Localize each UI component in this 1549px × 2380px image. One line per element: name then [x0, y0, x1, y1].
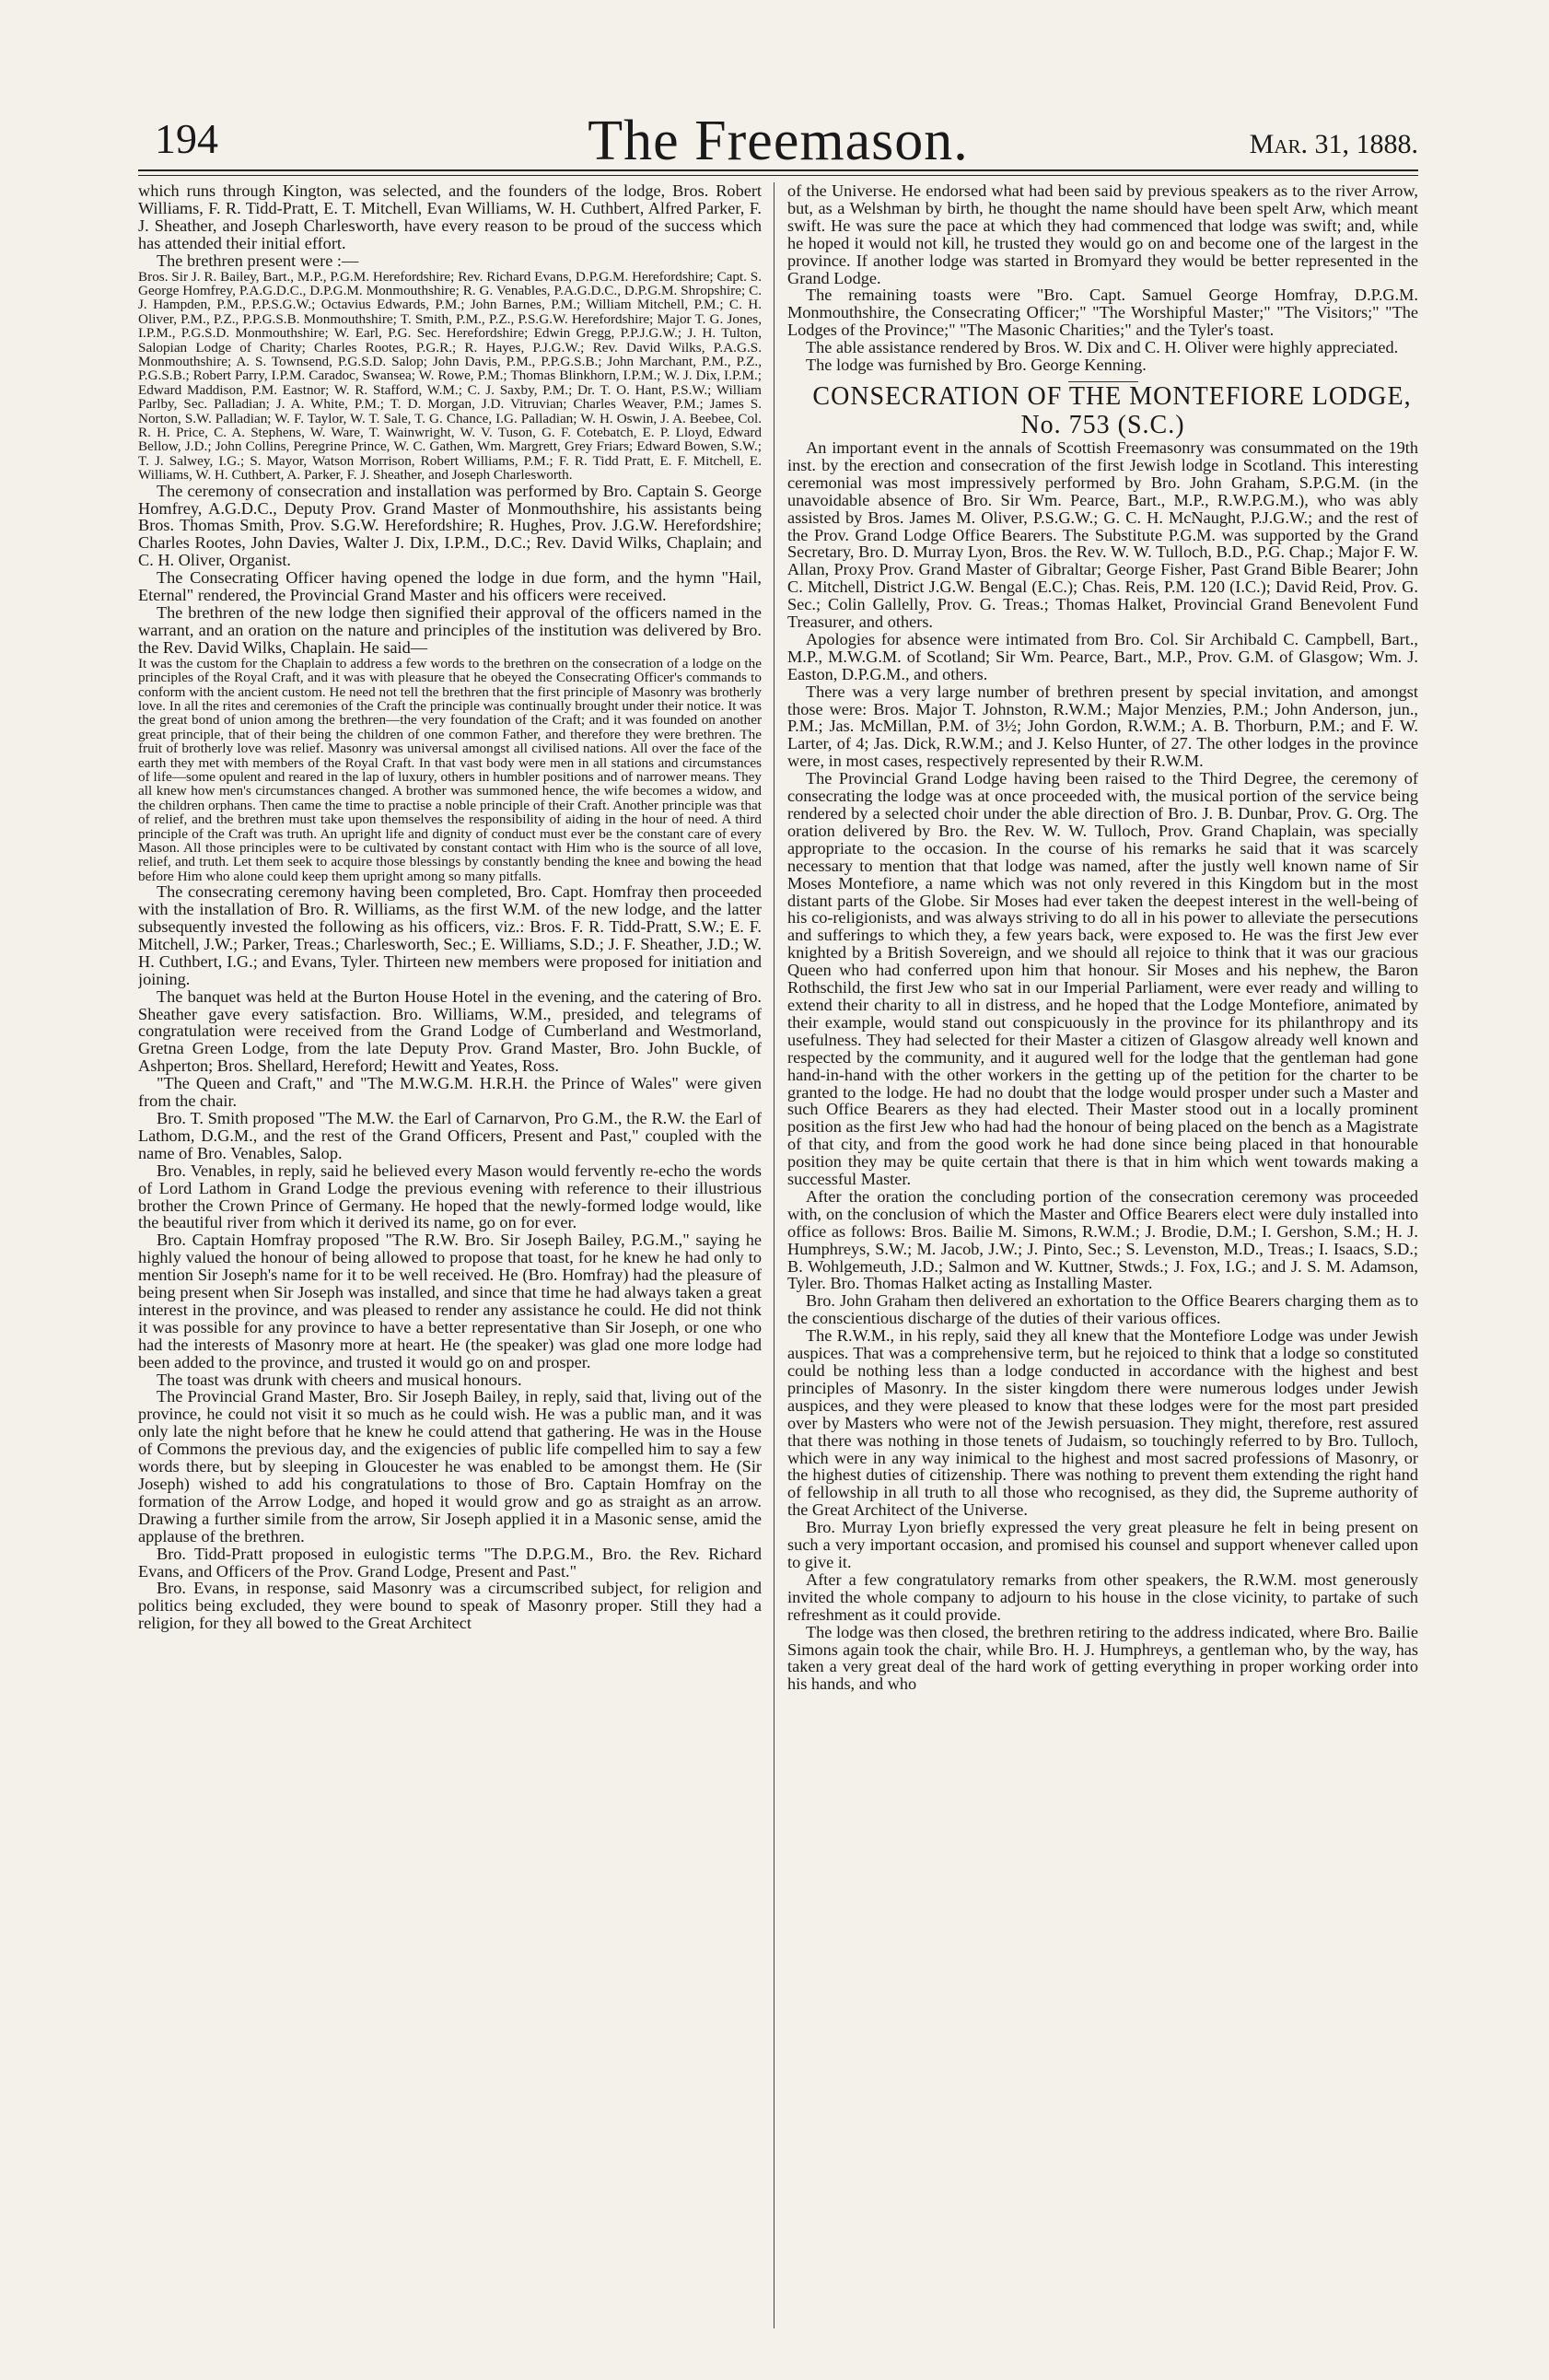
paragraph: Bro. Captain Homfray proposed "The R.W. Bro. Sir Joseph Bailey, P.G.M.," saying he highly valued the honour of being allowed to propose that toast, for he knew he had only to mention Sir Joseph's name for it to be well received. He (Bro. Homfray) had the pleasure of being present when Sir Joseph was installed, and since that time he had always taken a great interest in the province, and was pleased to render any assistance he could. He did not think it was possible for any province to have a better representative than Sir Joseph, or one who had the interests of Masonry more at heart. He (the speaker) was glad one more lodge had been added to the province, and trusted it would go on and prosper.: [138, 1231, 762, 1371]
paragraph: The banquet was held at the Burton House Hotel in the evening, and the catering of Bro. Sheather gave every satisfaction. Bro. Williams, W.M., presided, and telegrams of congratulation were received from the Grand Lodge of Cumberland and Westmorland, Gretna Green Lodge, from the late Deputy Prov. Grand Master, Bro. John Buckle, of Ashperton; Bros. Shellard, Hereford; Hewitt and Yeates, Ross.: [138, 986, 762, 1076]
paragraph: Bro. John Graham then delivered an exhortation to the Office Bearers charging them as to the conscientious discharge of the duties of their various offices.: [787, 1291, 1418, 1328]
masthead-title: The Freemason.: [588, 110, 969, 172]
paragraph: Bro. Venables, in reply, said he believed every Mason would fervently re-echo the words of Lord Lathom in Grand Lodge the previous evening with reference to their illustrious brother the Crown Prince of Germany. He hoped that the newly-formed lodge would, like the beautiful river from which it derived its name, go on for ever.: [138, 1161, 762, 1232]
paragraph: The remaining toasts were "Bro. Capt. Samuel George Homfray, D.P.G.M. Monmouthshire, the Consecrating Officer;" "The Worshipful Master;" "The Visitors;" "The Lodges of the Province;" "The Masonic Charities;" and the Tyler's toast.: [787, 286, 1418, 340]
paragraph: After a few congratulatory remarks from other speakers, the R.W.M. most generously invited the whole company to adjourn to his house in the close vicinity, to partake of such refreshment as it could provide.: [787, 1569, 1418, 1624]
paragraph: Bro. Murray Lyon briefly expressed the very great pleasure he felt in being present on such a very important occasion, and promised his counsel and support whenever called upon to give it.: [787, 1518, 1418, 1571]
right-column: [787, 182, 1418, 2347]
paragraph: Bro. Evans, in response, said Masonry was a circumscribed subject, for religion and politics being excluded, they were bound to speak of Masonry proper. Still they had a religion, for they all bowed to the Great Architect: [138, 1579, 762, 1633]
paragraph: There was a very large number of brethren present by special invitation, and amongst those were: Bros. Major T. Johnston, R.W.M.; Major Menzies, P.M.; John Anderson, jun., P.M.; Jas. McMillan, P.M. of 3½; John Gordon, R.W.M.; A. B. Thorburn, P.M.; and F. W. Larter, of 4; Jas. Dick, R.W.M.; and J. Kelso Hunter, of 27. The other lodges in the province were, in most cases, respectively represented by their R.W.M.: [787, 682, 1418, 771]
paragraph: which runs through Kington, was selected, and the founders of the lodge, Bros. Robert Williams, F. R. Tidd-Pratt, E. T. Mitchell, Evan Williams, W. H. Cuthbert, Alfred Parker, F. J. Sheather, and Joseph Charlesworth, have every reason to be proud of the success which has attended their initial effort.: [138, 182, 762, 252]
paragraph: The Provincial Grand Master, Bro. Sir Joseph Bailey, in reply, said that, living out of the province, he could not visit it so much as he could wish. He was a public man, and it was only late the night before that he knew he could attend that gathering. He was in the House of Commons the previous day, and the exigencies of public life compelled him to say a few words there, but by sleeping in Gloucester he was enabled to be amongst them. He (Sir Joseph) wished to add his congratulations to those of Bro. Captain Homfray on the formation of the Arrow Lodge, and hoped it would grow and go as straight as an arrow. Drawing a further simile from the arrow, Sir Joseph applied it in a Masonic sense, amid the applause of the brethren.: [138, 1387, 762, 1546]
page-header: [138, 109, 1418, 192]
attendee-list: Bros. Sir J. R. Bailey, Bart., M.P., P.G.M. Herefordshire; Rev. Richard Evans, D.P.G.M. Herefordshire; Capt. S. George Homfrey, P.A.G.D.C., D.P.G.M. Monmouthshire; R. G. Venables, P.A.G.D.C., D.P.G.M. Shropshire; C. J. Hampden, P.M., P.P.S.G.W.; Octavius Edwards, P.M.; John Barnes, P.M.; William Mitchell, P.M.; C. H. Oliver, P.M., P.Z., P.P.G.S.B. Monmouthshire; T. Smith, P.M., P.Z., P.S.G.W. Herefordshire; Major T. G. Jones, I.P.M., P.G.S.D. Monmouthshire; W. Earl, P.G. Sec. Herefordshire; Edwin Gregg, P.P.J.G.W.; J. H. Tulton, Salopian Lodge of Charity; Charles Rootes, P.G.R.; R. Hayes, P.J.G.W.; Rev. David Wilks, P.A.G.S. Monmouthshire; A. S. Townsend, P.G.S.D. Salop; John Davis, P.M., P.P.G.S.B.; John Marchant, P.M., P.Z., P.G.S.B.; Robert Parry, I.P.M. Caradoc, Swansea; W. Rowe, P.M.; Thomas Blinkhorn, I.P.M.; W. J. Dix, I.P.M.; Edward Maddison, P.M. Eastnor; W. R. Stafford, W.M.; C. J. Saxby, P.M.; Dr. T. O. Hant, P.S.W.; William Parlby, Sec. Palladian; J. A. White, P.M.; T. D. Morgan, J.D. Vitruvian; Charles Weaver, P.M.; James S. Norton, S.W. Palladian; W. F. Taylor, W. T. Sale, T. G. Chance, I.G. Palladian; W. H. Oswin, J. A. Beebee, Col. R. H. Price, C. A. Stephens, W. Ware, T. Wainwright, W. V. Tuson, G. F. Cotebatch, E. P. Lloyd, Edward Bellow, J.D.; John Collins, Peregrine Prince, W. C. Gathen, Wm. Margrett, Grey Friars; Edward Bowen, S.W.; T. J. Salwey, I.G.; S. Mayor, Watson Morrison, Robert Williams, P.M.; F. R. Tidd Pratt, E. F. Mitchell, E. Williams, W. H. Cuthbert, A. Parker, F. J. Sheather, and Joseph Charlesworth.: [138, 268, 762, 484]
left-column: [138, 182, 762, 2347]
oration-text: It was the custom for the Chaplain to address a few words to the brethren on the consecration of a lodge on the principles of the Royal Craft, and it was with pleasure that he obeyed the Consecrating Officer's commands to conform with the ancient custom. He need not tell the brethren that the first principle of Masonry was brotherly love. In all the rites and ceremonies of the Craft the principle was continually brought under their notice. It was the great bond of union among the brethren—the very foundation of the Craft; and it was founded on another great principle, that of their being the children of one common Father, and therefore they were brethren. The fruit of brotherly love was relief. Masonry was universal amongst all civilised nations. All over the face of the earth they met with members of the Royal Craft. In that vast body were men in all stations and circumstances of life—some opulent and reared in the lap of luxury, others in humbler positions and of narrower means. They all knew how men's circumstances changed. A brother was summoned hence, the wife becomes a widow, and the children orphans. Then came the time to practise a noble principle of their Craft. Another principle was that of relief, and the brethren must take upon themselves the responsibility of aiding in the hour of need. A third principle of the Craft was truth. An upright life and dignity of conduct must ever be the constant care of every Mason. All those principles were to be cultivated by constant contact with Him who is the source of all love, relief, and truth. Let them seek to acquire those blessings by constantly bending the knee and bowing the head before Him who alone could keep them upright among so many pitfalls.: [138, 655, 762, 884]
paragraph: After the oration the concluding portion of the consecration ceremony was proceeded with, on the conclusion of which the Master and Office Bearers elect were duly installed into office as follows: Bros. Bailie M. Simons, R.W.M.; J. Brodie, D.M.; I. Gershon, S.M.; H. J. Humphreys, S.W.; M. Jacob, J.W.; J. Pinto, Sec.; S. Levenston, M.D., Treas.; I. Isaacs, S.D.; B. Wohlgemeuth, J.D.; Salmon and W. Kuttner, Stwds.; J. Fox, I.G.; and J. S. M. Adamson, Tyler. Bro. Thomas Halket acting as Installing Master.: [787, 1186, 1418, 1293]
paragraph: The ceremony of consecration and installation was performed by Bro. Captain S. George Homfrey, A.G.D.C., Deputy Prov. Grand Master of Monmouthshire, his assistants being Bros. Thomas Smith, Prov. S.G.W. Herefordshire; R. Hughes, Prov. J.G.W. Herefordshire; Charles Rootes, John Davies, Walter J. Dix, I.P.M., D.C.; Rev. David Wilks, Chaplain; and C. H. Oliver, Organist.: [138, 481, 762, 570]
header-rule-bottom: [138, 175, 1418, 176]
paragraph: The lodge was then closed, the brethren retiring to the address indicated, where Bro. Bailie Simons again took the chair, while Bro. H. J. Humphreys, a gentleman who, by the way, has taken a very great deal of the hard work of getting everything in proper working order into his hands, and who: [787, 1622, 1418, 1694]
paragraph: of the Universe. He endorsed what had been said by previous speakers as to the river Arrow, but, as a Welshman by birth, he thought the name should have been spelt Arw, which meant swift. He was sure the pace at which they had commenced that lodge was swift; and, while he hoped it would not kill, he trusted they would go on and become one of the largest in the province. If another lodge was started in Bromyard they would be better represented in the Grand Lodge.: [787, 182, 1418, 287]
paragraph: Bro. Tidd-Pratt proposed in eulogistic terms "The D.P.G.M., Bro. the Rev. Richard Evans, and Officers of the Prov. Grand Lodge, Present and Past.": [138, 1544, 762, 1581]
paragraph: The consecrating ceremony having been completed, Bro. Capt. Homfray then proceeded with the installation of Bro. R. Williams, as the first W.M. of the new lodge, and the latter subsequently invested the following as his officers, viz.: Bros. F. R. Tidd-Pratt, S.W.; E. F. Mitchell, J.W.; Parker, Treas.; Charlesworth, Sec.; E. Williams, S.D.; J. F. Sheather, J.D.; W. H. Cuthbert, I.G.; and Evans, Tyler. Thirteen new members were proposed for initiation and joining.: [138, 882, 762, 988]
paragraph: An important event in the annals of Scottish Freemasonry was consummated on the 19th inst. by the erection and consecration of the first Jewish lodge in Scotland. This interesting ceremonial was most impressively performed by Bro. John Graham, S.P.G.M. (in the unavoidable absence of Bro. Sir Wm. Pearce, Bart., M.P., R.W.P.G.M.), who was ably assisted by Bros. James M. Oliver, P.S.G.W.; G. C. H. McNaught, P.J.G.W.; and the rest of the Prov. Grand Lodge Office Bearers. The Substitute P.G.M. was supported by the Grand Secretary, Bro. D. Murray Lyon, Bros. the Rev. W. W. Tulloch, B.D., P.G. Chap.; Major F. W. Allan, Proxy Prov. Grand Master of Gibraltar; George Fisher, Past Grand Bible Bearer; John C. Mitchell, District J.G.W. Bengal (E.C.); Chas. Reis, P.M. 120 (I.C.); David Reid, Prov. G. Sec.; Colin Gallelly, Prov. G. Treas.; Thomas Halket, Provincial Grand Benevolent Fund Treasurer, and others.: [787, 438, 1418, 632]
paragraph: The Consecrating Officer having opened the lodge in due form, and the hymn "Hail, Eternal" rendered, the Provincial Grand Master and his officers were received.: [138, 568, 762, 605]
article-heading: CONSECRATION OF THE MONTEFIORE LODGE, No. 753 (S.C.): [812, 381, 1412, 439]
page-number: 194: [155, 115, 218, 162]
paragraph: "The Queen and Craft," and "The M.W.G.M. H.R.H. the Prince of Wales" were given from the chair.: [138, 1074, 762, 1111]
paragraph: The toast was drunk with cheers and musical honours.: [157, 1370, 522, 1389]
paragraph: The lodge was furnished by Bro. George Kenning.: [806, 356, 1147, 375]
paragraph: The R.W.M., in his reply, said they all knew that the Montefiore Lodge was under Jewish auspices. That was a comprehensive term, but he rejoiced to think that a lodge so constituted could be nothing less than a lodge conducted in accordance with the highest and best principles of Masonry. In the sister kingdom there were numerous lodges under Jewish auspices, and they were pleased to know that these lodges were for the most part presided over by Masters who were not of the Jewish persuasion. They might, therefore, rest assured that there was nothing in those tenets of Judaism, so touchingly referred to by Bro. Tulloch, which were in any way inimical to the highest and most sacred professions of Masonry, or the highest duties of citizenship. There was nothing to prevent them extending the right hand of fellowship in all truth to all those who recognised, as they did, the Supreme authority of the Great Architect of the Universe.: [787, 1326, 1418, 1520]
paragraph: Apologies for absence were intimated from Bro. Col. Sir Archibald C. Campbell, Bart., M.P., M.W.G.M. of Scotland; Sir Wm. Pearce, Bart., M.P., Prov. G.M. of Glasgow; Wm. J. Easton, D.P.G.M., and others.: [787, 629, 1418, 683]
paragraph: The brethren of the new lodge then signified their approval of the officers named in the warrant, and an oration on the nature and principles of the institution was delivered by Bro. the Rev. David Wilks, Chaplain. He said—: [138, 602, 762, 657]
paragraph: The able assistance rendered by Bros. W. Dix and C. H. Oliver were highly appreciated.: [806, 338, 1399, 357]
paragraph: The Provincial Grand Lodge having been raised to the Third Degree, the ceremony of consecrating the lodge was at once proceeded with, the musical portion of the service being rendered by a selected choir under the able direction of Bro. J. B. Dunbar, Prov. G. Org. The oration delivered by Bro. the Rev. W. W. Tulloch, Prov. Grand Chaplain, was specially appropriate to the occasion. In the course of his remarks he said that it was scarcely necessary to mention that that lodge was named, after the justly well known name of Sir Moses Montefiore, a name which was not only revered in this Kingdom but in the most distant parts of the Globe. Sir Moses had ever taken the deepest interest in the well-being of his co-religionists, and was always striving to do all in his power to alleviate the persecutions and sufferings to which they, a few years back, were exposed to. He was the first Jew ever knighted by a British Sovereign, and we should all rejoice to think that it was our gracious Queen who had conferred upon him that honour. Sir Moses and his nephew, the Baron Rothschild, the first Jew who sat in our Imperial Parliament, were ever ready and willing to extend their charity to all in distress, and he hoped that the Lodge Montefiore, animated by their example, would stand out conspicuously in the province for its philanthropy and its usefulness. They had selected for their Master a citizen of Glasgow already well known and respected by the community, and it augured well for the lodge that the gentleman had gone hand-in-hand with the other workers in the getting up of the petition for the charter to be granted to the lodge. He had no doubt that the lodge would prosper under such a Master and such Office Bearers as they had elected. Their Master stood out in a locally prominent position as the first Jew who had had the honour of being placed on the bench as a Magistrate of that city, and from the good work he had done since being placed in that honourable position they may be quite certain that there is that in him which went towards making a successful Master.: [787, 769, 1418, 1189]
issue-date: Mar. 31, 1888.: [1249, 129, 1418, 159]
paragraph: Bro. T. Smith proposed "The M.W. the Earl of Carnarvon, Pro G.M., the R.W. the Earl of Lathom, D.G.M., and the rest of the Grand Officers, Present and Past," coupled with the name of Bro. Venables, Salop.: [138, 1108, 762, 1162]
header-rule-top: [138, 169, 1418, 171]
paragraph: The brethren present were :—: [157, 251, 359, 270]
